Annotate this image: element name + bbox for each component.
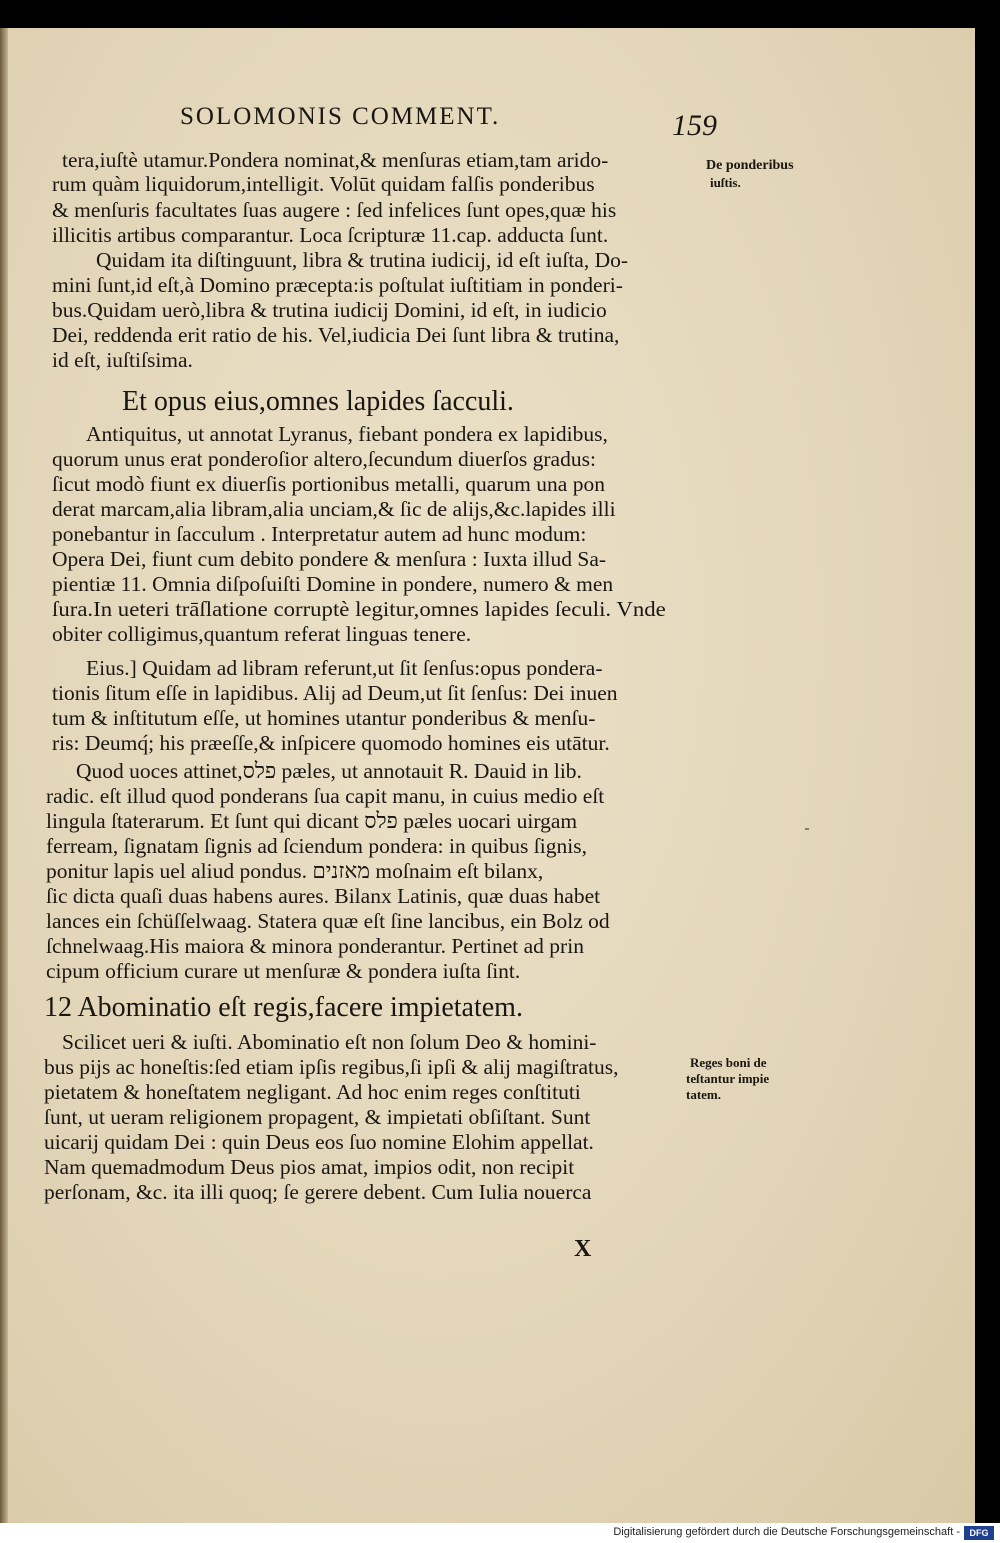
book-spine-shadow [0, 28, 8, 1523]
text-line: ris: Deumq́; his præeſſe,& inſpicere quomodo homines eis utātur. [52, 731, 610, 755]
text-line: derat marcam,alia libram,alia unciam,& ſic de alijs,&c.lapides illi [52, 497, 616, 521]
paper-mark [805, 828, 809, 830]
text-line: radic. eſt illud quod ponderans ſua capit manu, in cuius medio eſt [46, 784, 605, 808]
margin-note: teſtantur impie [686, 1071, 770, 1086]
margin-note: tatem. [686, 1087, 722, 1102]
text-line: perſonam, &c. ita illi quoq; ſe gerere debent. Cum Iulia nouerca [44, 1180, 592, 1204]
text-line: & menſuris facultates ſuas augere : ſed infelices ſunt opes,quæ his [52, 198, 617, 222]
dfg-logo: DFG [964, 1526, 994, 1540]
text-line: Scilicet ueri & iuſti. Abominatio eſt non ſolum Deo & homini‑ [62, 1030, 597, 1054]
text-line: Antiquitus, ut annotat Lyranus, fiebant pondera ex lapidibus, [86, 422, 608, 446]
text-line: Opera Dei, fiunt cum debito pondere & menſura : Iuxta illud Sa‑ [52, 547, 607, 571]
text-line: ſicut modò fiunt ex diuerſis portionibus metalli, quarum una pon [52, 472, 605, 496]
text-line: rum quàm liquidorum,intelligit. Volūt quidam falſis ponderibus [52, 172, 595, 196]
margin-note: De ponderibus [706, 158, 794, 173]
text-line: uicarij quidam Dei : quin Deus eos ſuo nomine Elohim appellat. [44, 1130, 594, 1154]
text-line: tum & inſtitutum eſſe, ut homines utantur ponderibus & menſu‑ [52, 706, 596, 730]
text-line: tionis ſitum eſſe in lapidibus. Alij ad Deum,ut ſit ſenſus: Dei inuen [52, 681, 618, 705]
text-line: bus pijs ac honeſtis:ſed etiam ipſis regibus,ſi ipſi & alij magiſtratus, [44, 1055, 619, 1079]
text-line: ponebantur in ſacculum . Interpretatur autem ad hunc modum: [52, 522, 587, 546]
section-heading: Et opus eius,omnes lapides ſacculi. [122, 386, 514, 417]
text-line: illicitis artibus comparantur. Loca ſcripturæ 11.cap. adducta ſunt. [52, 223, 609, 247]
text-line: lances ein ſchüſſelwaag. Statera quæ eſt ſine lancibus, ein Bolz od [46, 909, 610, 933]
text-line: id eſt, iuſtiſsima. [52, 348, 193, 372]
catchword: X [574, 1236, 592, 1262]
margin-note: Reges boni de [690, 1055, 767, 1070]
text-line: lingula ſtaterarum. Et ſunt qui dicant פלס pæles uocari uirgam [46, 809, 578, 833]
text-line: ſchnelwaag.His maiora & minora ponderantur. Pertinet ad prin [46, 934, 584, 958]
text-line: pietatem & honeſtatem negligant. Ad hoc enim reges conſtituti [44, 1080, 581, 1104]
footer-bar [0, 1523, 1000, 1543]
text-line: ſic dicta quaſi duas habens aures. Bilanx Latinis, quæ duas habet [46, 884, 601, 908]
text-line: Quod uoces attinet,פלס pæles, ut annotauit R. Dauid in lib. [76, 759, 582, 783]
text-line: ſunt, ut ueram religionem propagent, & impietati obſiſtant. Sunt [44, 1105, 591, 1129]
text-line: tera,iuſtè utamur.Pondera nominat,& menſuras etiam,tam arido‑ [62, 148, 609, 172]
section-heading: 12 Abominatio eſt regis,facere impietatem. [44, 992, 523, 1023]
text-line: ſura.In ueteri trāſlatione corruptè legitur,omnes lapides ſeculi. Vnde [52, 597, 666, 621]
text-line: bus.Quidam uerò,libra & trutina iudicij Domini, id eſt, in iudicio [52, 298, 607, 322]
text-line: obiter colligimus,quantum referat linguas tenere. [52, 622, 472, 646]
page-number: 159 [672, 109, 717, 142]
margin-note: iuſtis. [710, 175, 741, 190]
text-line: ferream, ſignatam ſignis ad ſciendum pondera: in quibus ſignis, [46, 834, 587, 858]
text-line: Dei, reddenda erit ratio de his. Vel,iudicia Dei ſunt libra & trutina, [52, 323, 620, 347]
text-line: quorum unus erat ponderoſior altero,ſecundum diuerſos gradus: [52, 447, 596, 471]
running-head: SOLOMONIS COMMENT. [180, 103, 501, 130]
text-line: cipum officium curare ut menſuræ & pondera iuſta ſint. [46, 959, 521, 983]
footer-credit: Digitalisierung gefördert durch die Deutsche Forschungsgemeinschaft - [613, 1526, 960, 1538]
text-line: Nam quemadmodum Deus pios amat, impios odit, non recipit [44, 1155, 575, 1179]
text-line: Eius.] Quidam ad libram referunt,ut ſit ſenſus:opus pondera‑ [86, 656, 603, 680]
text-line: pientiæ 11. Omnia diſpoſuiſti Domine in pondere, numero & men [52, 572, 614, 596]
text-line: Quidam ita diſtinguunt, libra & trutina iudicij, id eſt iuſta, Do‑ [96, 248, 629, 272]
text-line: mini ſunt,id eſt,à Domino præcepta:is poſtulat iuſtitiam in ponderi‑ [52, 273, 623, 297]
text-line: ponitur lapis uel aliud pondus. מאזנים moſnaim eſt bilanx, [46, 859, 544, 883]
